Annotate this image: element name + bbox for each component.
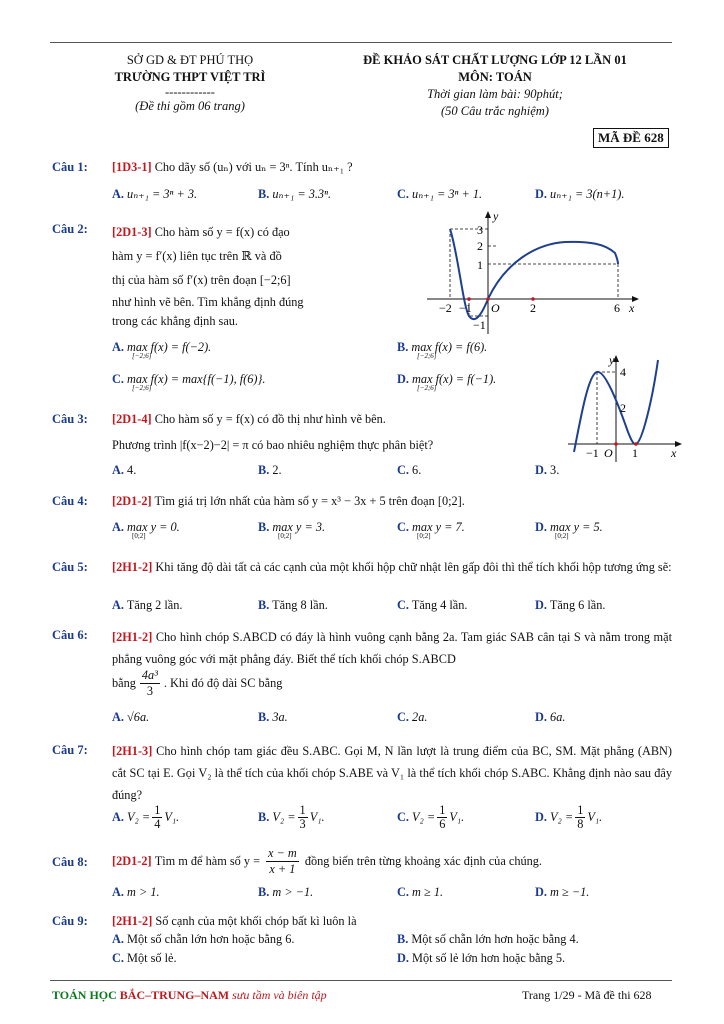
- fraction-numerator: 1: [299, 803, 306, 817]
- option-c[interactable]: [397, 187, 482, 202]
- exam-title: ĐỀ KHẢO SÁT CHẤT LƯỢNG LỚP 12 LẦN 01: [363, 53, 627, 67]
- option-text: Tăng 6 lần.: [549, 598, 606, 612]
- question-number: Câu 5:: [52, 560, 88, 574]
- option-text: 6a.: [550, 710, 566, 724]
- option-label: B.: [258, 885, 270, 899]
- question-tag: [2D1-3]: [112, 225, 152, 239]
- option-label: C.: [397, 187, 409, 201]
- option-text: V₁.: [587, 810, 603, 824]
- x-axis-label: x: [629, 301, 635, 315]
- option-label: C.: [397, 885, 409, 899]
- fraction-numerator: 1: [154, 803, 161, 817]
- option-d[interactable]: [535, 520, 603, 540]
- option-label: D.: [535, 187, 547, 201]
- option-c[interactable]: [397, 710, 427, 725]
- option-text: max y = 3.: [272, 520, 326, 534]
- option-c[interactable]: [397, 463, 421, 478]
- option-a[interactable]: [112, 885, 160, 900]
- option-label: B.: [258, 520, 270, 534]
- option-text: m ≥ 1.: [412, 885, 444, 899]
- option-c[interactable]: [112, 951, 177, 966]
- question-5-stem: [112, 558, 672, 577]
- fraction-denominator: 8: [577, 817, 584, 831]
- stem-line: trong các khẳng định sau.: [112, 314, 239, 328]
- option-text: Một số lẻ lớn hơn hoặc bằng 5.: [412, 951, 566, 965]
- option-subscript: [−2;6]: [417, 384, 437, 392]
- option-text: uₙ₊₁ = 3ⁿ + 3.: [127, 187, 198, 201]
- option-b[interactable]: [397, 932, 579, 947]
- option-text: uₙ₊₁ = 3(n+1).: [550, 187, 625, 201]
- fraction-denominator: x + 1: [269, 862, 296, 876]
- option-text: max f(x) = f(−2).: [127, 340, 212, 354]
- option-text: V₂ =: [127, 810, 151, 824]
- question-tag: [2H1-3]: [112, 744, 153, 758]
- option-b[interactable]: [258, 885, 313, 900]
- question-2-stem: [112, 220, 357, 330]
- question-tag: [1D3-1]: [112, 160, 152, 174]
- question-number: Câu 4:: [52, 494, 88, 508]
- question-tag: [2H1-2]: [112, 560, 153, 574]
- x-tick-label: 6: [614, 301, 620, 315]
- option-label: A.: [112, 463, 124, 477]
- option-label: B.: [397, 340, 409, 354]
- question-1: [52, 160, 88, 175]
- question-7-stem: [112, 740, 672, 806]
- option-text: max y = 0.: [127, 520, 180, 534]
- option-text: V₁.: [164, 810, 180, 824]
- option-b[interactable]: [258, 598, 328, 613]
- option-c[interactable]: [397, 520, 465, 540]
- option-text: 2.: [272, 463, 282, 477]
- option-text: Một số chẵn lớn hơn hoặc bằng 4.: [411, 932, 579, 946]
- question-number: Câu 9:: [52, 914, 88, 928]
- option-label: B.: [258, 598, 270, 612]
- option-text: m ≥ −1.: [550, 885, 590, 899]
- stem-text: . Khi đó độ dài SC bằng: [163, 676, 283, 690]
- department-name: SỞ GD & ĐT PHÚ THỌ: [126, 53, 254, 67]
- option-label: B.: [258, 463, 270, 477]
- y-axis-arrow: [485, 211, 491, 218]
- question-8-stem-line: [112, 846, 542, 877]
- option-text: 4.: [127, 463, 137, 477]
- volume-fraction: [140, 668, 160, 699]
- option-a[interactable]: [112, 520, 180, 540]
- question-3-stem-line: [112, 412, 386, 427]
- option-a[interactable]: [112, 340, 211, 360]
- option-subscript: [−2;6]: [417, 352, 437, 360]
- function-graph: [566, 352, 684, 464]
- question-9: [52, 914, 88, 929]
- x-axis-label: x: [671, 446, 677, 460]
- option-label: A.: [112, 810, 124, 824]
- option-text: max y = 7.: [412, 520, 465, 534]
- option-label: D.: [397, 372, 409, 386]
- option-text: 3a.: [272, 710, 288, 724]
- option-subscript: [−2;6]: [132, 352, 152, 360]
- question-1-stem-line: [112, 160, 353, 175]
- option-text: 6.: [412, 463, 422, 477]
- option-label: B.: [258, 187, 270, 201]
- question-stem: Tìm giá trị lớn nhất của hàm số y = x³ − 3x + 5 trên đoạn [0;2].: [154, 494, 465, 508]
- option-d[interactable]: [535, 598, 606, 613]
- question-stem: Cho hàm số y = f(x) có đồ thị như hình vẽ bên.: [154, 412, 386, 426]
- top-rule: [50, 42, 672, 43]
- question-count: (50 Câu trắc nghiệm): [441, 104, 549, 118]
- x-tick-label: 2: [530, 301, 536, 315]
- option-b[interactable]: [258, 187, 331, 202]
- option-text: uₙ₊₁ = 3.3ⁿ.: [272, 187, 332, 201]
- option-label: C.: [112, 951, 124, 965]
- option-d[interactable]: [535, 463, 559, 478]
- option-text: 2a.: [412, 710, 428, 724]
- option-subscript: [0;2]: [278, 532, 292, 540]
- option-label: C.: [397, 598, 409, 612]
- option-label: D.: [535, 520, 547, 534]
- question-number: Câu 8:: [52, 855, 88, 869]
- option-c[interactable]: [397, 885, 443, 900]
- option-c[interactable]: [397, 804, 464, 831]
- option-text: m > 1.: [127, 885, 160, 899]
- option-b[interactable]: [258, 710, 288, 725]
- y-tick-label: 4: [620, 365, 626, 379]
- question-tag: [2D1-2]: [112, 494, 152, 508]
- question-stem: Cho hình chóp tam giác đều S.ABC. Gọi M, N lần lượt là trung điểm của BC, SM. Mặt phẳng (ABN) cắt SC tại E. Gọi V₂ là thể tích của khối chóp S.ABE và V₁ là thể tích khối chóp S.ABC. Khẳng định nào sau đây đúng?: [112, 744, 672, 802]
- option-fraction: [575, 804, 585, 831]
- option-a[interactable]: [112, 710, 149, 725]
- option-a[interactable]: [112, 463, 136, 478]
- option-text: uₙ₊₁ = 3ⁿ + 1.: [412, 187, 483, 201]
- function-fraction: [266, 846, 299, 877]
- footer-rule: [50, 980, 672, 981]
- stem-text: đồng biến trên từng khoảng xác định của chúng.: [304, 854, 542, 868]
- question-5: [52, 560, 88, 575]
- question-stem: Cho hình chóp S.ABCD có đáy là hình vuông cạnh bằng 2a. Tam giác SAB cân tại S và nằm trong mặt phẳng vuông góc với mặt phẳng đáy. Biết thể tích khối chóp S.ABCD: [112, 630, 672, 666]
- option-label: A.: [112, 520, 124, 534]
- option-text: 3.: [550, 463, 560, 477]
- subject-name: MÔN: TOÁN: [458, 70, 532, 84]
- option-a[interactable]: [112, 598, 183, 613]
- exam-code: MÃ ĐỀ 628: [593, 128, 669, 148]
- x-tick-label: 1: [632, 446, 638, 460]
- option-label: A.: [112, 187, 124, 201]
- option-text: max f(x) = max{f(−1), f(6)}.: [127, 372, 266, 386]
- page-number: Trang 1/29 - Mã đề thi 628: [522, 988, 652, 1002]
- x-tick-label: −1: [586, 446, 599, 460]
- page-count-note: (Đề thi gồm 06 trang): [135, 99, 245, 113]
- y-axis-label: y: [493, 209, 499, 223]
- option-label: D.: [535, 885, 547, 899]
- question-3: [52, 412, 88, 427]
- fraction-numerator: 1: [577, 803, 584, 817]
- option-a[interactable]: [112, 187, 197, 202]
- option-text: √6a.: [127, 710, 150, 724]
- fraction-denominator: 3: [299, 817, 306, 831]
- option-a[interactable]: [112, 804, 179, 831]
- option-subscript: [0;2]: [417, 532, 431, 540]
- fraction-numerator: 1: [439, 803, 446, 817]
- option-d[interactable]: [535, 710, 565, 725]
- y-tick-label: 3: [477, 223, 483, 237]
- option-a[interactable]: [112, 932, 294, 947]
- option-d[interactable]: [535, 804, 602, 831]
- question-number: Câu 7:: [52, 743, 88, 757]
- option-fraction: [152, 804, 162, 831]
- option-text: Tăng 8 lần.: [272, 598, 328, 612]
- option-text: V₂ =: [272, 810, 296, 824]
- stem-text: bằng: [112, 676, 136, 690]
- origin-label: O: [491, 301, 500, 315]
- question-number: Câu 3:: [52, 412, 88, 426]
- option-text: max y = 5.: [550, 520, 603, 534]
- derivative-graph: [425, 208, 645, 336]
- fraction-denominator: 4: [154, 817, 161, 831]
- option-c[interactable]: [112, 372, 265, 392]
- origin-point: [486, 297, 490, 301]
- option-d[interactable]: [535, 885, 589, 900]
- question-tag: [2D1-4]: [112, 412, 152, 426]
- option-subscript: [0;2]: [555, 532, 569, 540]
- question-number: Câu 1:: [52, 160, 88, 174]
- option-text: V₁.: [309, 810, 325, 824]
- option-label: A.: [112, 932, 124, 946]
- header-dashes: ------------: [165, 85, 215, 99]
- option-label: A.: [112, 885, 124, 899]
- stem-text: Tìm m để hàm số y =: [154, 854, 261, 868]
- option-label: B.: [397, 932, 409, 946]
- option-b[interactable]: [258, 804, 325, 831]
- x-tick-label: −1: [459, 301, 472, 315]
- question-6-stem: [112, 626, 672, 670]
- question-stem: Khi tăng độ dài tất cả các cạnh của một khối hộp chữ nhật lên gấp đôi thì thể tích khối hộp tương ứng sẽ:: [155, 560, 672, 574]
- school-name: TRƯỜNG THPT VIỆT TRÌ: [114, 70, 266, 84]
- question-tag: [2D1-2]: [112, 854, 152, 868]
- brand-text: BẮC–TRUNG–NAM: [119, 988, 230, 1002]
- option-label: B.: [258, 710, 270, 724]
- question-2: [52, 222, 88, 237]
- question-tag: [2H1-2]: [112, 914, 153, 928]
- option-label: C.: [397, 520, 409, 534]
- option-fraction: [437, 804, 447, 831]
- stem-line: như hình vẽ bên. Tìm khẳng định đúng: [112, 295, 304, 309]
- header-right: [325, 52, 665, 120]
- option-label: C.: [397, 810, 409, 824]
- option-c[interactable]: [397, 598, 468, 613]
- option-b[interactable]: [258, 520, 325, 540]
- origin-point: [614, 442, 618, 446]
- option-label: D.: [535, 810, 547, 824]
- x-tick-label: −2: [439, 301, 452, 315]
- header-left: [75, 52, 305, 115]
- option-label: D.: [535, 598, 547, 612]
- option-text: Một số chẵn lớn hơn hoặc bằng 6.: [127, 932, 295, 946]
- option-label: D.: [397, 951, 409, 965]
- option-label: C.: [397, 710, 409, 724]
- option-label: A.: [112, 598, 124, 612]
- brand-text: TOÁN HỌC: [52, 988, 120, 1002]
- option-text: Một số lẻ.: [127, 951, 177, 965]
- option-text: max f(x) = f(−1).: [412, 372, 497, 386]
- fraction-denominator: 3: [146, 684, 153, 698]
- origin-label: O: [604, 446, 613, 460]
- option-text: max f(x) = f(6).: [411, 340, 488, 354]
- question-4-stem-line: [112, 494, 465, 509]
- question-number: Câu 2:: [52, 222, 88, 236]
- question-tag: [2H1-2]: [112, 630, 153, 644]
- option-b[interactable]: [258, 463, 282, 478]
- footer-brand: [52, 988, 327, 1003]
- question-stem: Số cạnh của một khối chóp bất kì luôn là: [155, 914, 357, 928]
- fraction-numerator: 4a³: [141, 668, 158, 682]
- y-tick-label: 2: [477, 239, 483, 253]
- option-d[interactable]: [397, 372, 496, 392]
- option-label: A.: [112, 710, 124, 724]
- option-label: D.: [535, 710, 547, 724]
- question-7: [52, 743, 88, 758]
- question-8: [52, 855, 88, 870]
- question-number: Câu 6:: [52, 628, 88, 642]
- option-text: m > −1.: [272, 885, 314, 899]
- stem-line: thị của hàm số f′(x) trên đoạn [−2;6]: [112, 273, 291, 287]
- option-text: V₂ =: [412, 810, 436, 824]
- question-9-stem-line: [112, 914, 357, 929]
- y-tick-label: −1: [473, 318, 486, 332]
- stem-line: hàm y = f′(x) liên tục trên ℝ và đồ: [112, 249, 282, 263]
- option-text: Tăng 4 lần.: [411, 598, 468, 612]
- y-tick-label: 2: [620, 401, 626, 415]
- question-6: [52, 628, 88, 643]
- stem-line: Cho hàm số y = f(x) có đạo: [154, 225, 290, 239]
- option-label: A.: [112, 340, 124, 354]
- question-6-stem-tail: [112, 668, 282, 699]
- option-subscript: [0;2]: [132, 532, 146, 540]
- option-label: C.: [397, 463, 409, 477]
- question-stem: Cho dãy số (uₙ) với uₙ = 3ⁿ. Tính uₙ₊₁ ?: [154, 160, 353, 174]
- option-subscript: [−2;6]: [132, 384, 152, 392]
- y-tick-label: 1: [477, 258, 483, 272]
- option-d[interactable]: [535, 187, 624, 202]
- brand-text: sưu tầm và biên tập: [229, 988, 327, 1002]
- option-fraction: [298, 804, 308, 831]
- question-4: [52, 494, 88, 509]
- option-label: D.: [535, 463, 547, 477]
- option-text: Tăng 2 lần.: [126, 598, 183, 612]
- option-b[interactable]: [397, 340, 487, 360]
- option-d[interactable]: [397, 951, 565, 966]
- option-text: V₂ =: [550, 810, 574, 824]
- question-3-stem-line2: Phương trình |f(x−2)−2| = π có bao nhiêu nghiệm thực phân biệt?: [112, 438, 434, 452]
- option-label: B.: [258, 810, 270, 824]
- option-text: V₁.: [449, 810, 465, 824]
- option-label: C.: [112, 372, 124, 386]
- fraction-denominator: 6: [439, 817, 446, 831]
- time-limit: Thời gian làm bài: 90phút;: [427, 87, 563, 101]
- fraction-numerator: x − m: [268, 846, 297, 860]
- y-axis-label: y: [609, 353, 615, 367]
